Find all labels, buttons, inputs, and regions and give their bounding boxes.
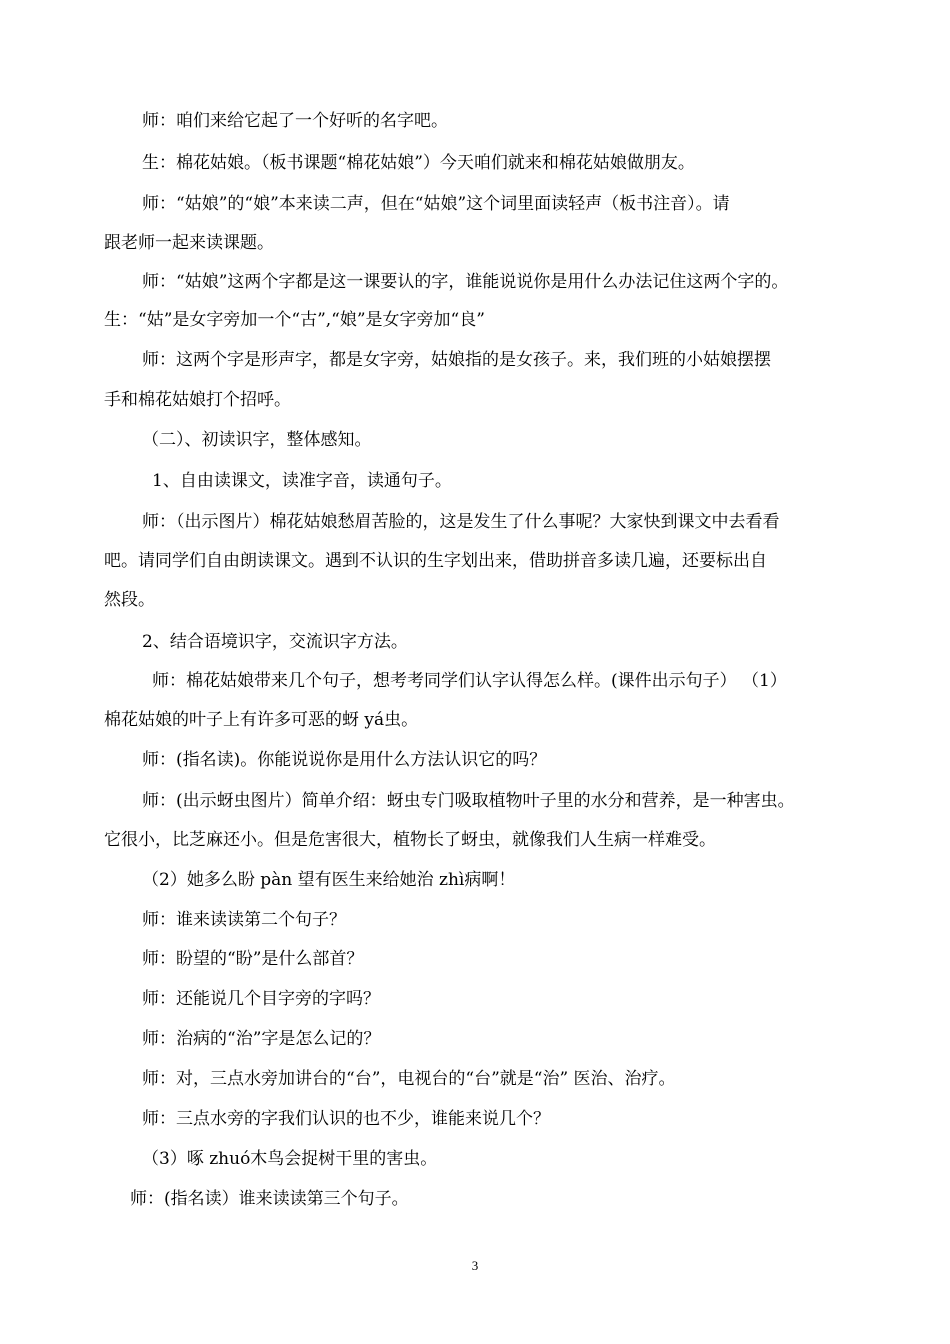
page-number: 3 <box>471 1258 479 1273</box>
paragraph-line: 师：还能说几个目字旁的字吗？ <box>142 989 380 1009</box>
paragraph-line: 师：“姑娘”的“娘”本来读二声，但在“姑娘”这个词里面读轻声（板书注音）。请 <box>142 194 730 214</box>
paragraph-line: 吧。请同学们自由朗读课文。遇到不认识的生字划出来，借助拼音多读几遍，还要标出自 <box>104 551 767 571</box>
paragraph-line: 棉花姑娘的叶子上有许多可恶的蚜 yá虫。 <box>104 710 419 730</box>
subsection-heading: 1、自由读课文，读准字音，读通句子。 <box>152 471 452 491</box>
paragraph-line: 师：(出示蚜虫图片）简单介绍：蚜虫专门吸取植物叶子里的水分和营养，是一种害虫。 <box>142 791 795 811</box>
paragraph-line: 手和棉花姑娘打个招呼。 <box>104 390 291 410</box>
paragraph-line: 师：(指名读)。你能说说你是用什么方法认识它的吗？ <box>142 750 547 770</box>
paragraph-line: （3）啄 zhuó木鸟会捉树干里的害虫。 <box>142 1149 438 1169</box>
paragraph-line: 师：棉花姑娘带来几个句子，想考考同学们认字认得怎么样。(课件出示句子） （1） <box>152 671 787 691</box>
paragraph-line: 师：咱们来给它起了一个好听的名字吧。 <box>142 111 448 131</box>
paragraph-line: 师：这两个字是形声字，都是女字旁，姑娘指的是女孩子。来，我们班的小姑娘摆摆 <box>142 350 771 370</box>
paragraph-line: 生：“姑”是女字旁加一个“古”,“娘”是女字旁加“良” <box>104 310 485 330</box>
subsection-heading: 2、结合语境识字，交流识字方法。 <box>142 632 408 652</box>
paragraph-line: 师：谁来读读第二个句子？ <box>142 910 346 930</box>
paragraph-line: 师：“姑娘”这两个字都是这一课要认的字，谁能说说你是用什么办法记住这两个字的。 <box>142 272 789 292</box>
paragraph-line: 然段。 <box>104 590 155 610</box>
paragraph-line: 师：盼望的“盼”是什么部首？ <box>142 949 364 969</box>
paragraph-line: 生：棉花姑娘。（板书课题“棉花姑娘”）今天咱们就来和棉花姑娘做朋友。 <box>142 153 695 173</box>
paragraph-line: 师：（出示图片）棉花姑娘愁眉苦脸的，这是发生了什么事呢？大家快到课文中去看看 <box>142 512 780 532</box>
paragraph-line: 师：三点水旁的字我们认识的也不少，谁能来说几个？ <box>142 1109 550 1129</box>
section-heading: （二）、初读识字，整体感知。 <box>142 430 372 450</box>
paragraph-line: 跟老师一起来读课题。 <box>104 233 274 253</box>
paragraph-line: 师：(指名读）谁来读读第三个句子。 <box>130 1189 409 1209</box>
paragraph-line: （2）她多么盼 pàn 望有医生来给她治 zhì病啊！ <box>142 870 516 890</box>
paragraph-line: 师：对，三点水旁加讲台的“台”，电视台的“台”就是“治” 医治、治疗。 <box>142 1069 676 1089</box>
paragraph-line: 它很小，比芝麻还小。但是危害很大，植物长了蚜虫，就像我们人生病一样难受。 <box>104 830 716 850</box>
paragraph-line: 师：治病的“治”字是怎么记的？ <box>142 1029 381 1049</box>
